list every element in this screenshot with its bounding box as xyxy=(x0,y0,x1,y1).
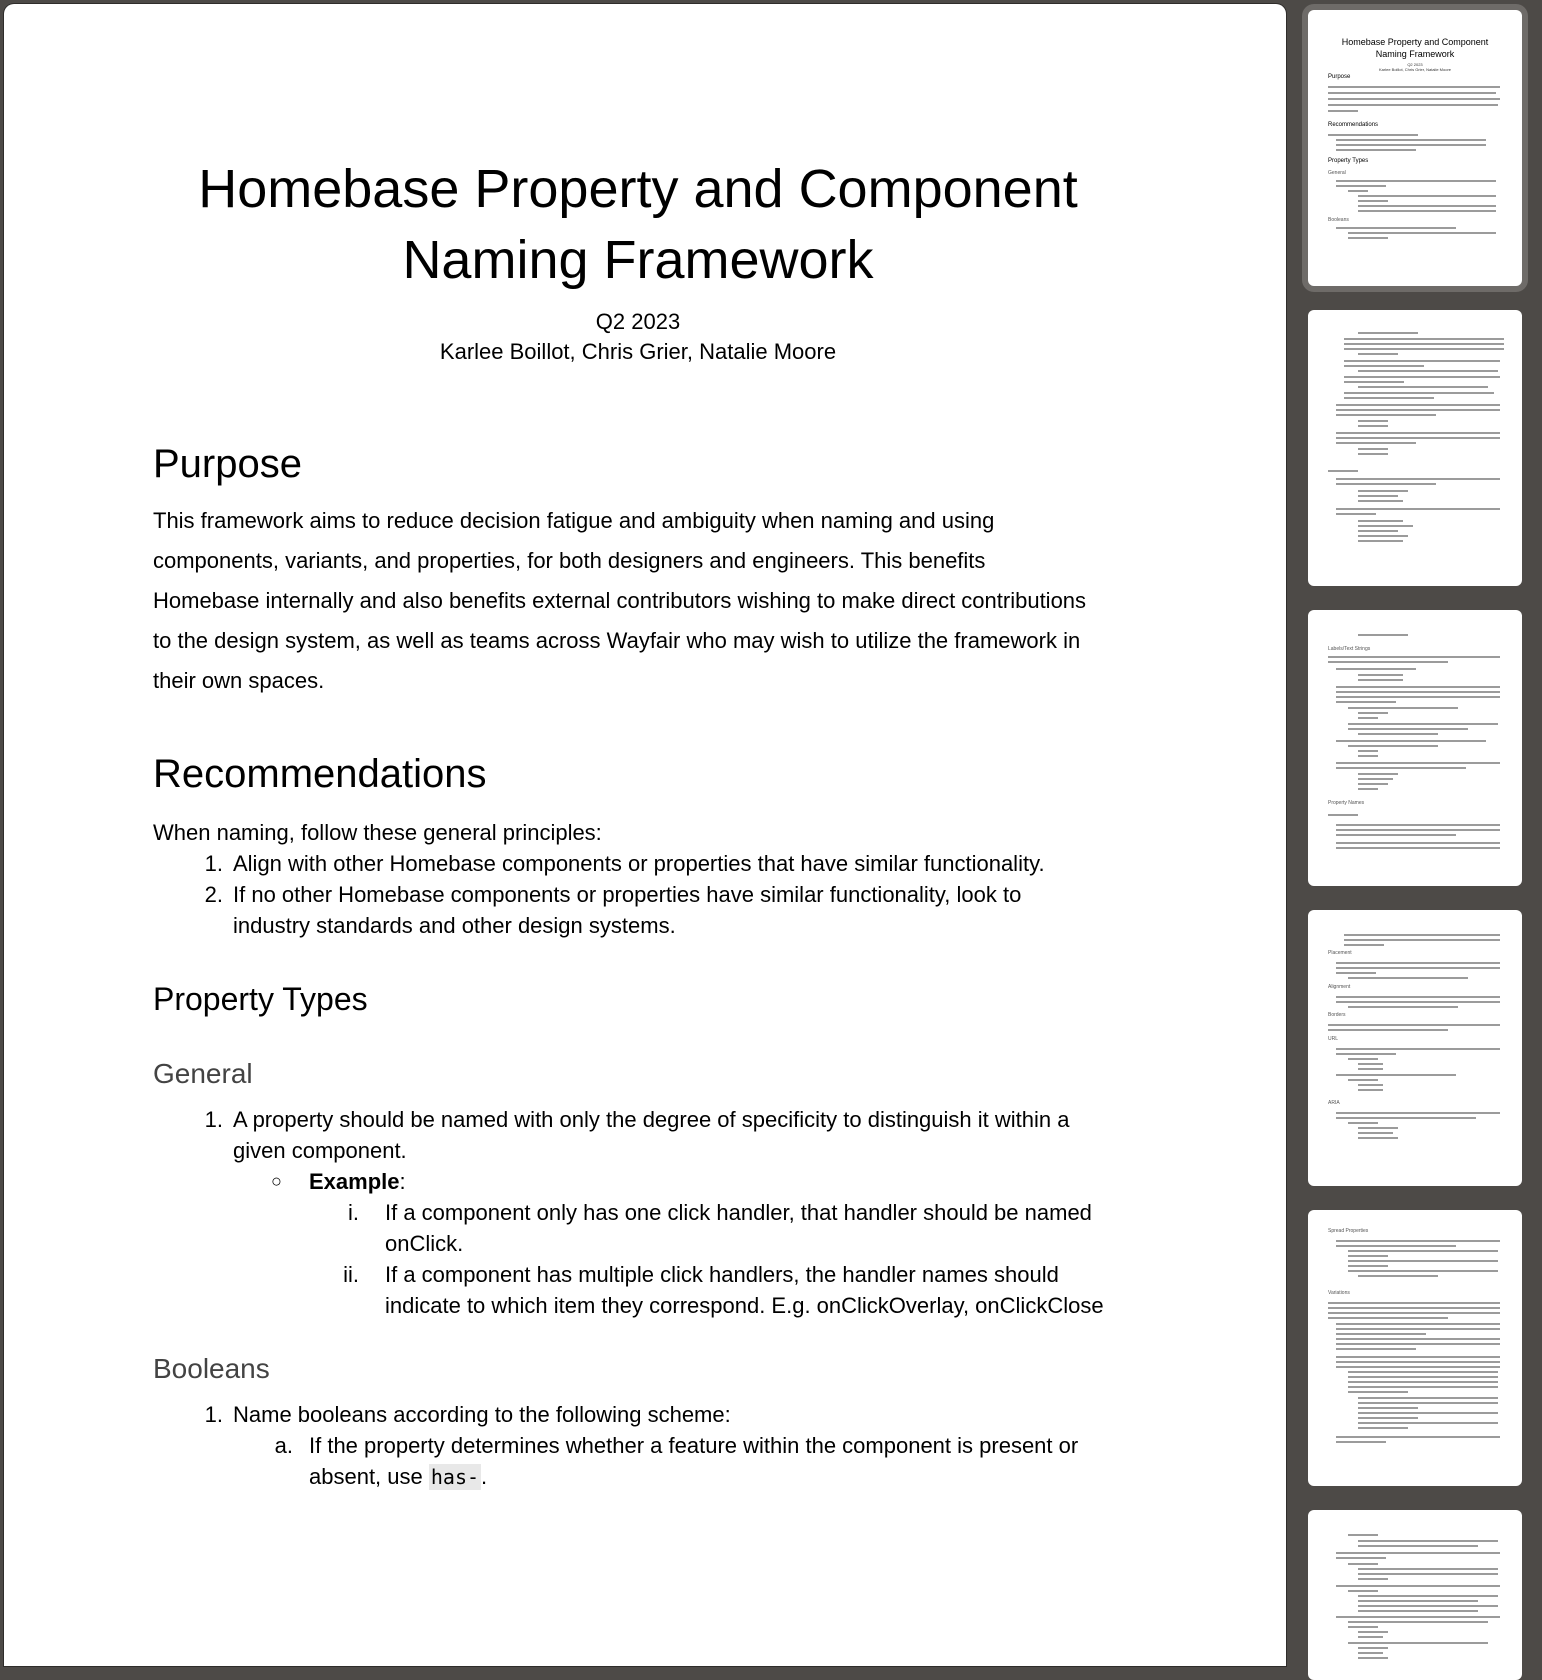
thumbnail-subheading: Borders xyxy=(1328,1012,1346,1018)
recommendation-item-1: Align with other Homebase components or properties that have similar functionality. xyxy=(233,851,1045,876)
sub-item-i-line-2: onClick. xyxy=(385,1231,464,1256)
booleans-sub-a-post: . xyxy=(481,1464,488,1489)
page-thumbnail-1[interactable] xyxy=(1308,10,1522,286)
document-authors: Karlee Boillot, Chris Grier, Natalie Moore xyxy=(439,339,837,364)
thumbnail-subheading: Booleans xyxy=(1328,217,1349,223)
thumbnail-subheading: URL xyxy=(1328,1036,1339,1042)
thumbnail-subheading: Placement xyxy=(1328,950,1352,956)
purpose-line-5: their own spaces. xyxy=(153,668,325,693)
document-page xyxy=(4,4,1286,1666)
page-thumbnail-sidebar[interactable] xyxy=(1292,0,1542,1666)
thumbnail-subheading: Labels/Text Strings xyxy=(1328,646,1371,652)
thumbnail-subheading: ARIA xyxy=(1328,1100,1340,1106)
sub-item-ii-line-2: indicate to which item they correspond. E.g. onClickOverlay, onClickClose xyxy=(385,1293,1104,1318)
booleans-item-number: 1. xyxy=(204,1402,223,1427)
title-line-2: Naming Framework xyxy=(402,230,874,290)
thumbnail-title xyxy=(1308,36,1522,60)
thumbnail-subheading: Variations xyxy=(1328,1290,1350,1296)
sub-item-ii-line-1: If a component has multiple click handlers, the handler names should xyxy=(385,1262,1059,1287)
recommendation-number: 1. xyxy=(204,851,223,876)
thumbnail-subheading: Property Names xyxy=(1328,800,1365,806)
purpose-line-2: components, variants, and properties, for both designers and engineers. This benefits xyxy=(153,548,986,573)
thumbnail-title-line-2: Naming Framework xyxy=(1375,49,1455,59)
thumbnail-title-line-1: Homebase Property and Component xyxy=(1341,37,1489,47)
document-date: Q2 2023 xyxy=(595,309,681,334)
thumbnail-subheading: General xyxy=(1328,170,1346,176)
document-title xyxy=(143,154,1133,296)
booleans-sub-a-line-1: If the property determines whether a feature within the component is present or xyxy=(309,1433,1079,1458)
booleans-sub-number: a. xyxy=(274,1433,293,1458)
purpose-heading: Purpose xyxy=(153,442,302,486)
general-item-1-line-1: A property should be named with only the degree of specificity to distinguish it within a xyxy=(233,1107,1070,1132)
page-thumbnail-2[interactable] xyxy=(1308,310,1522,586)
general-item-1-line-2: given component. xyxy=(233,1138,407,1163)
booleans-sub-a-line-2 xyxy=(309,1461,487,1493)
property-types-heading: Property Types xyxy=(153,981,368,1017)
general-item-number: 1. xyxy=(204,1107,223,1132)
thumbnail-authors: Karlee Boillot, Chris Grier, Natalie Moore xyxy=(1378,67,1452,72)
page-thumbnail-3[interactable] xyxy=(1308,610,1522,886)
recommendation-number: 2. xyxy=(204,882,223,907)
booleans-heading: Booleans xyxy=(153,1353,270,1384)
general-heading: General xyxy=(153,1058,253,1089)
thumbnail-heading: Purpose xyxy=(1328,74,1351,80)
sub-item-i-line-1: If a component only has one click handler, that handler should be named xyxy=(385,1200,1092,1225)
booleans-sub-a-pre: absent, use xyxy=(309,1464,429,1489)
booleans-item-1: Name booleans according to the following scheme: xyxy=(233,1402,731,1427)
page-thumbnail-6[interactable] xyxy=(1308,1510,1522,1680)
recommendation-item-2-line-1: If no other Homebase components or properties have similar functionality, look to xyxy=(233,882,1022,907)
page-thumbnail-5[interactable] xyxy=(1308,1210,1522,1486)
recommendations-heading: Recommendations xyxy=(153,752,487,796)
bullet-icon: ○ xyxy=(271,1171,282,1191)
example-label-line xyxy=(309,1166,406,1197)
thumbnail-subheading: Spread Properties xyxy=(1328,1228,1369,1234)
sub-item-number: i. xyxy=(348,1200,359,1225)
sub-item-number: ii. xyxy=(343,1262,359,1287)
recommendation-item-2-line-2: industry standards and other design systems. xyxy=(233,913,676,938)
page-thumbnail-4[interactable] xyxy=(1308,910,1522,1186)
thumbnail-heading: Property Types xyxy=(1328,158,1369,164)
purpose-line-3: Homebase internally and also benefits external contributors wishing to make direct contributions xyxy=(153,588,1087,613)
example-label: Example xyxy=(309,1169,400,1194)
inline-code: has- xyxy=(430,1465,480,1489)
purpose-line-4: to the design system, as well as teams across Wayfair who may wish to utilize the framework in xyxy=(153,628,1081,653)
purpose-line-1: This framework aims to reduce decision fatigue and ambiguity when naming and using xyxy=(153,508,995,533)
title-line-1: Homebase Property and Component xyxy=(198,159,1078,219)
thumbnail-subheading: Alignment xyxy=(1328,984,1351,990)
thumbnail-heading: Recommendations xyxy=(1328,122,1379,128)
example-colon: : xyxy=(399,1169,406,1194)
recommendations-intro: When naming, follow these general principles: xyxy=(153,820,602,845)
thumbnail-date: Q2 2023 xyxy=(1407,62,1423,67)
